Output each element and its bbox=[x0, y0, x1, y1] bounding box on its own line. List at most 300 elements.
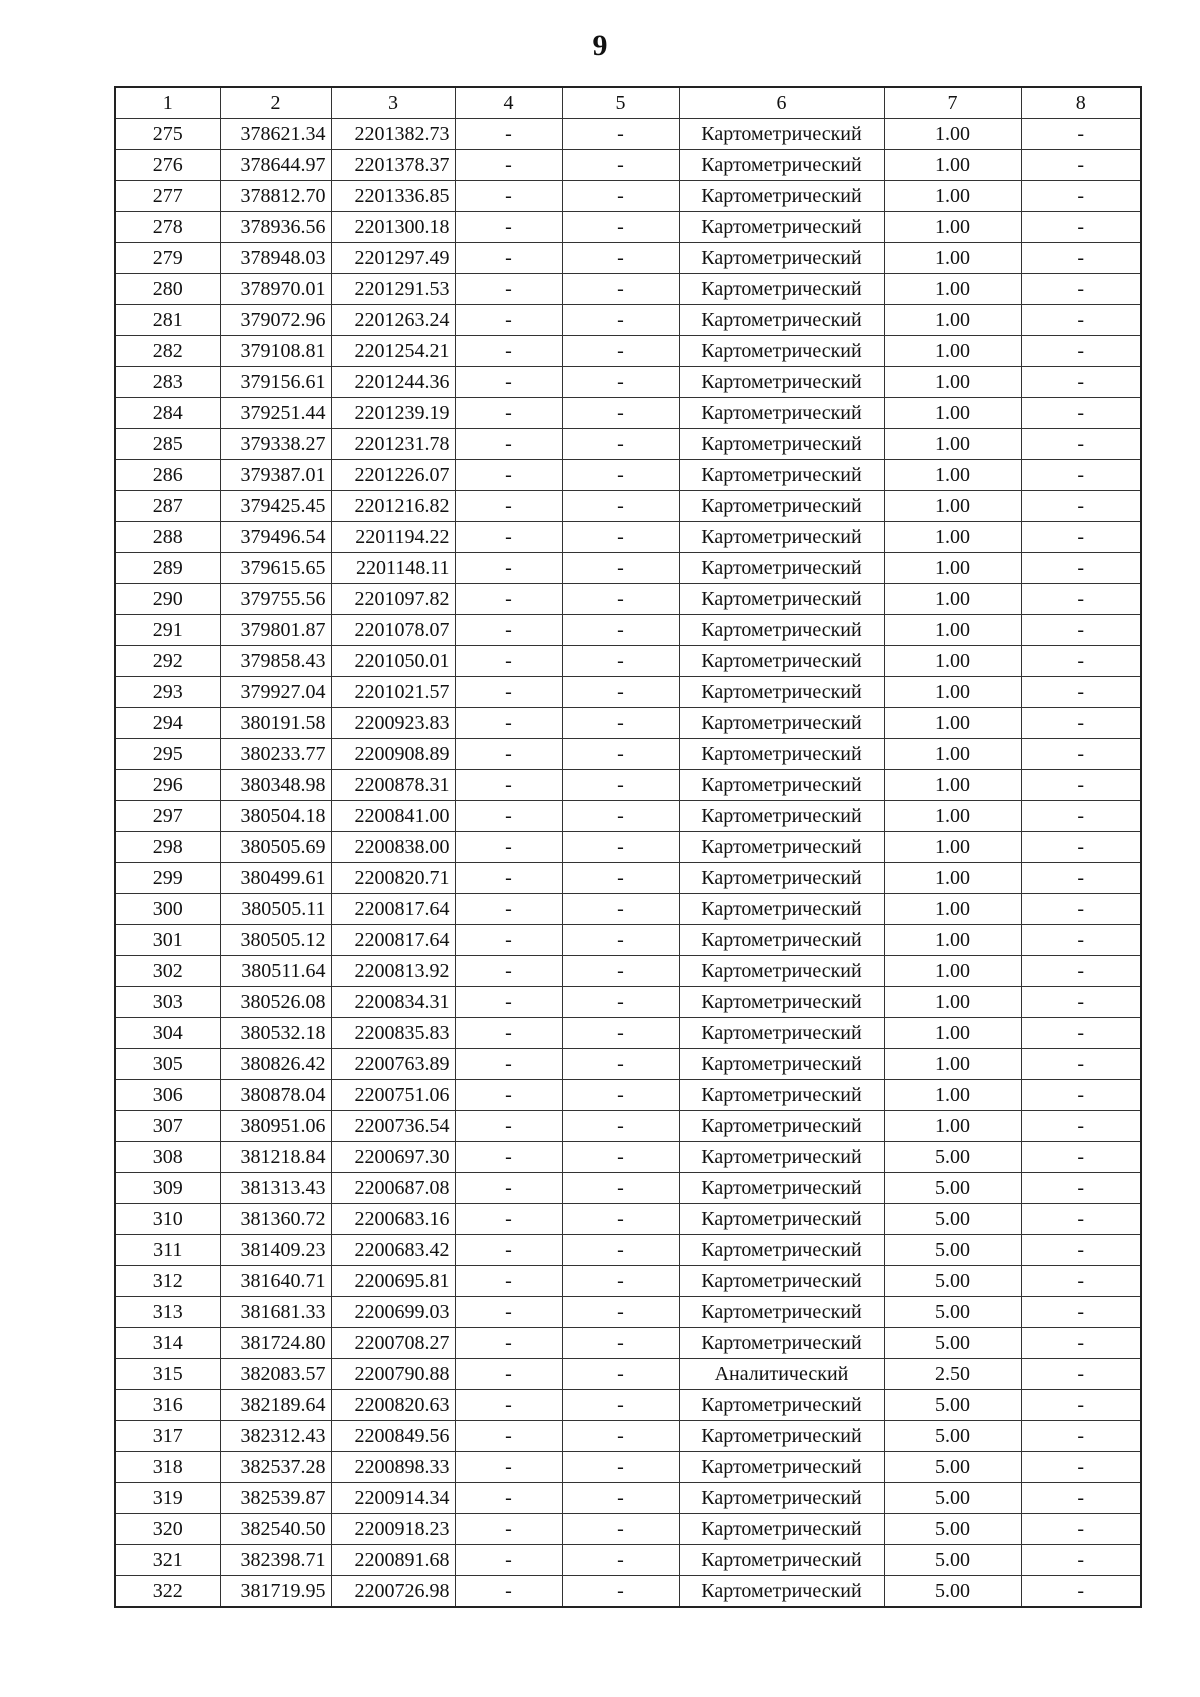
cell-point-number: 285 bbox=[115, 429, 220, 460]
cell-y-coordinate: 2200835.83 bbox=[331, 1018, 455, 1049]
table-row bbox=[115, 739, 1141, 770]
cell-accuracy: 1.00 bbox=[884, 584, 1021, 615]
cell-x-coordinate: 379338.27 bbox=[220, 429, 331, 460]
cell-accuracy: 1.00 bbox=[884, 398, 1021, 429]
cell-col-5: - bbox=[562, 1204, 679, 1235]
cell-col-8: - bbox=[1021, 553, 1141, 584]
cell-accuracy: 1.00 bbox=[884, 615, 1021, 646]
cell-accuracy: 1.00 bbox=[884, 770, 1021, 801]
cell-col-4: - bbox=[455, 615, 562, 646]
cell-method: Картометрический bbox=[679, 1328, 884, 1359]
cell-point-number: 320 bbox=[115, 1514, 220, 1545]
cell-method: Картометрический bbox=[679, 553, 884, 584]
cell-col-8: - bbox=[1021, 367, 1141, 398]
cell-method: Картометрический bbox=[679, 1204, 884, 1235]
cell-method: Картометрический bbox=[679, 274, 884, 305]
page-number: 9 bbox=[592, 29, 608, 62]
table-row bbox=[115, 1235, 1141, 1266]
cell-method: Картометрический bbox=[679, 708, 884, 739]
cell-col-8: - bbox=[1021, 925, 1141, 956]
table-row bbox=[115, 1142, 1141, 1173]
cell-col-8: - bbox=[1021, 832, 1141, 863]
cell-y-coordinate: 2200736.54 bbox=[331, 1111, 455, 1142]
cell-y-coordinate: 2200834.31 bbox=[331, 987, 455, 1018]
cell-accuracy: 5.00 bbox=[884, 1204, 1021, 1235]
cell-col-5: - bbox=[562, 1111, 679, 1142]
cell-method: Картометрический bbox=[679, 1266, 884, 1297]
cell-accuracy: 5.00 bbox=[884, 1576, 1021, 1608]
cell-col-5: - bbox=[562, 1359, 679, 1390]
cell-accuracy: 2.50 bbox=[884, 1359, 1021, 1390]
table-row bbox=[115, 615, 1141, 646]
cell-x-coordinate: 379801.87 bbox=[220, 615, 331, 646]
cell-method: Картометрический bbox=[679, 181, 884, 212]
cell-accuracy: 1.00 bbox=[884, 863, 1021, 894]
cell-col-4: - bbox=[455, 739, 562, 770]
table-row bbox=[115, 1111, 1141, 1142]
cell-y-coordinate: 2200708.27 bbox=[331, 1328, 455, 1359]
cell-x-coordinate: 379425.45 bbox=[220, 491, 331, 522]
cell-col-4: - bbox=[455, 398, 562, 429]
table-row bbox=[115, 522, 1141, 553]
cell-accuracy: 5.00 bbox=[884, 1545, 1021, 1576]
cell-accuracy: 1.00 bbox=[884, 1080, 1021, 1111]
cell-method: Картометрический bbox=[679, 615, 884, 646]
cell-col-8: - bbox=[1021, 398, 1141, 429]
cell-point-number: 287 bbox=[115, 491, 220, 522]
cell-point-number: 314 bbox=[115, 1328, 220, 1359]
cell-y-coordinate: 2200820.71 bbox=[331, 863, 455, 894]
cell-col-5: - bbox=[562, 1266, 679, 1297]
cell-method: Картометрический bbox=[679, 398, 884, 429]
cell-col-8: - bbox=[1021, 1359, 1141, 1390]
cell-accuracy: 1.00 bbox=[884, 491, 1021, 522]
cell-y-coordinate: 2200751.06 bbox=[331, 1080, 455, 1111]
cell-point-number: 303 bbox=[115, 987, 220, 1018]
cell-col-5: - bbox=[562, 429, 679, 460]
cell-x-coordinate: 379755.56 bbox=[220, 584, 331, 615]
cell-method: Аналитический bbox=[679, 1359, 884, 1390]
cell-x-coordinate: 382540.50 bbox=[220, 1514, 331, 1545]
cell-point-number: 286 bbox=[115, 460, 220, 491]
cell-point-number: 322 bbox=[115, 1576, 220, 1608]
cell-point-number: 311 bbox=[115, 1235, 220, 1266]
cell-point-number: 276 bbox=[115, 150, 220, 181]
cell-col-5: - bbox=[562, 1390, 679, 1421]
cell-x-coordinate: 379108.81 bbox=[220, 336, 331, 367]
cell-col-8: - bbox=[1021, 1111, 1141, 1142]
cell-x-coordinate: 379387.01 bbox=[220, 460, 331, 491]
cell-y-coordinate: 2200763.89 bbox=[331, 1049, 455, 1080]
cell-method: Картометрический bbox=[679, 646, 884, 677]
cell-accuracy: 1.00 bbox=[884, 894, 1021, 925]
cell-accuracy: 1.00 bbox=[884, 212, 1021, 243]
cell-x-coordinate: 380499.61 bbox=[220, 863, 331, 894]
cell-col-4: - bbox=[455, 1018, 562, 1049]
cell-col-4: - bbox=[455, 925, 562, 956]
cell-y-coordinate: 2201097.82 bbox=[331, 584, 455, 615]
cell-col-5: - bbox=[562, 1049, 679, 1080]
table-row bbox=[115, 677, 1141, 708]
cell-col-5: - bbox=[562, 1328, 679, 1359]
cell-col-8: - bbox=[1021, 770, 1141, 801]
cell-col-5: - bbox=[562, 1483, 679, 1514]
table-row bbox=[115, 1080, 1141, 1111]
cell-y-coordinate: 2201382.73 bbox=[331, 119, 455, 150]
cell-method: Картометрический bbox=[679, 1576, 884, 1608]
cell-col-5: - bbox=[562, 1235, 679, 1266]
cell-x-coordinate: 381681.33 bbox=[220, 1297, 331, 1328]
cell-col-4: - bbox=[455, 1545, 562, 1576]
cell-col-5: - bbox=[562, 553, 679, 584]
cell-point-number: 316 bbox=[115, 1390, 220, 1421]
cell-y-coordinate: 2200878.31 bbox=[331, 770, 455, 801]
table-row bbox=[115, 181, 1141, 212]
cell-col-8: - bbox=[1021, 1452, 1141, 1483]
cell-y-coordinate: 2200817.64 bbox=[331, 925, 455, 956]
cell-col-4: - bbox=[455, 1049, 562, 1080]
cell-col-4: - bbox=[455, 336, 562, 367]
cell-col-5: - bbox=[562, 212, 679, 243]
cell-point-number: 302 bbox=[115, 956, 220, 987]
cell-x-coordinate: 378970.01 bbox=[220, 274, 331, 305]
table-row bbox=[115, 832, 1141, 863]
cell-col-4: - bbox=[455, 1297, 562, 1328]
cell-col-5: - bbox=[562, 894, 679, 925]
cell-col-8: - bbox=[1021, 1545, 1141, 1576]
cell-y-coordinate: 2200699.03 bbox=[331, 1297, 455, 1328]
table-row bbox=[115, 243, 1141, 274]
cell-col-8: - bbox=[1021, 1080, 1141, 1111]
cell-accuracy: 1.00 bbox=[884, 925, 1021, 956]
cell-col-4: - bbox=[455, 677, 562, 708]
cell-x-coordinate: 381719.95 bbox=[220, 1576, 331, 1608]
cell-col-5: - bbox=[562, 305, 679, 336]
cell-accuracy: 1.00 bbox=[884, 367, 1021, 398]
cell-col-4: - bbox=[455, 1390, 562, 1421]
table-row bbox=[115, 1452, 1141, 1483]
cell-col-8: - bbox=[1021, 150, 1141, 181]
cell-x-coordinate: 378936.56 bbox=[220, 212, 331, 243]
cell-x-coordinate: 379251.44 bbox=[220, 398, 331, 429]
cell-method: Картометрический bbox=[679, 832, 884, 863]
cell-y-coordinate: 2200687.08 bbox=[331, 1173, 455, 1204]
table-row bbox=[115, 398, 1141, 429]
cell-x-coordinate: 381640.71 bbox=[220, 1266, 331, 1297]
cell-point-number: 313 bbox=[115, 1297, 220, 1328]
cell-method: Картометрический bbox=[679, 1483, 884, 1514]
cell-col-4: - bbox=[455, 956, 562, 987]
cell-x-coordinate: 382537.28 bbox=[220, 1452, 331, 1483]
cell-col-8: - bbox=[1021, 243, 1141, 274]
cell-method: Картометрический bbox=[679, 584, 884, 615]
table-row bbox=[115, 1204, 1141, 1235]
column-header-8: 8 bbox=[1021, 87, 1141, 119]
cell-col-5: - bbox=[562, 336, 679, 367]
cell-method: Картометрический bbox=[679, 801, 884, 832]
cell-x-coordinate: 379072.96 bbox=[220, 305, 331, 336]
cell-col-4: - bbox=[455, 460, 562, 491]
table-row bbox=[115, 863, 1141, 894]
cell-col-4: - bbox=[455, 863, 562, 894]
cell-col-5: - bbox=[562, 274, 679, 305]
cell-x-coordinate: 381409.23 bbox=[220, 1235, 331, 1266]
cell-y-coordinate: 2200817.64 bbox=[331, 894, 455, 925]
cell-y-coordinate: 2200849.56 bbox=[331, 1421, 455, 1452]
cell-y-coordinate: 2200683.42 bbox=[331, 1235, 455, 1266]
cell-method: Картометрический bbox=[679, 1111, 884, 1142]
cell-y-coordinate: 2201021.57 bbox=[331, 677, 455, 708]
cell-accuracy: 1.00 bbox=[884, 708, 1021, 739]
cell-col-4: - bbox=[455, 1080, 562, 1111]
cell-y-coordinate: 2201194.22 bbox=[331, 522, 455, 553]
cell-col-5: - bbox=[562, 832, 679, 863]
table-row bbox=[115, 460, 1141, 491]
cell-point-number: 281 bbox=[115, 305, 220, 336]
cell-col-8: - bbox=[1021, 584, 1141, 615]
table-row bbox=[115, 1359, 1141, 1390]
cell-col-8: - bbox=[1021, 305, 1141, 336]
cell-col-5: - bbox=[562, 615, 679, 646]
table-row bbox=[115, 1421, 1141, 1452]
cell-method: Картометрический bbox=[679, 1297, 884, 1328]
table-row bbox=[115, 553, 1141, 584]
table-row bbox=[115, 925, 1141, 956]
cell-col-8: - bbox=[1021, 181, 1141, 212]
cell-col-4: - bbox=[455, 1204, 562, 1235]
column-header-7: 7 bbox=[884, 87, 1021, 119]
cell-point-number: 296 bbox=[115, 770, 220, 801]
cell-method: Картометрический bbox=[679, 770, 884, 801]
cell-col-4: - bbox=[455, 1359, 562, 1390]
cell-col-4: - bbox=[455, 243, 562, 274]
table-row bbox=[115, 646, 1141, 677]
cell-x-coordinate: 380526.08 bbox=[220, 987, 331, 1018]
cell-point-number: 282 bbox=[115, 336, 220, 367]
cell-col-5: - bbox=[562, 398, 679, 429]
cell-accuracy: 1.00 bbox=[884, 429, 1021, 460]
cell-col-5: - bbox=[562, 1297, 679, 1328]
cell-col-8: - bbox=[1021, 987, 1141, 1018]
cell-x-coordinate: 380532.18 bbox=[220, 1018, 331, 1049]
cell-col-8: - bbox=[1021, 1018, 1141, 1049]
cell-col-4: - bbox=[455, 274, 562, 305]
cell-method: Картометрический bbox=[679, 243, 884, 274]
cell-y-coordinate: 2200914.34 bbox=[331, 1483, 455, 1514]
cell-col-4: - bbox=[455, 181, 562, 212]
cell-y-coordinate: 2200813.92 bbox=[331, 956, 455, 987]
cell-x-coordinate: 379496.54 bbox=[220, 522, 331, 553]
cell-col-8: - bbox=[1021, 429, 1141, 460]
cell-col-8: - bbox=[1021, 1328, 1141, 1359]
column-header-2: 2 bbox=[220, 87, 331, 119]
cell-col-5: - bbox=[562, 1142, 679, 1173]
cell-col-5: - bbox=[562, 739, 679, 770]
cell-col-8: - bbox=[1021, 1235, 1141, 1266]
cell-col-5: - bbox=[562, 584, 679, 615]
cell-point-number: 290 bbox=[115, 584, 220, 615]
cell-col-4: - bbox=[455, 1173, 562, 1204]
cell-accuracy: 1.00 bbox=[884, 553, 1021, 584]
cell-point-number: 283 bbox=[115, 367, 220, 398]
cell-col-8: - bbox=[1021, 1483, 1141, 1514]
cell-point-number: 284 bbox=[115, 398, 220, 429]
cell-accuracy: 5.00 bbox=[884, 1514, 1021, 1545]
cell-col-5: - bbox=[562, 956, 679, 987]
cell-col-4: - bbox=[455, 1328, 562, 1359]
cell-x-coordinate: 382539.87 bbox=[220, 1483, 331, 1514]
cell-method: Картометрический bbox=[679, 1514, 884, 1545]
cell-point-number: 304 bbox=[115, 1018, 220, 1049]
cell-x-coordinate: 381360.72 bbox=[220, 1204, 331, 1235]
cell-x-coordinate: 380233.77 bbox=[220, 739, 331, 770]
cell-accuracy: 1.00 bbox=[884, 801, 1021, 832]
cell-col-8: - bbox=[1021, 708, 1141, 739]
table-header bbox=[115, 87, 1141, 119]
cell-col-8: - bbox=[1021, 646, 1141, 677]
cell-col-4: - bbox=[455, 1142, 562, 1173]
cell-x-coordinate: 380951.06 bbox=[220, 1111, 331, 1142]
cell-x-coordinate: 379858.43 bbox=[220, 646, 331, 677]
cell-col-5: - bbox=[562, 367, 679, 398]
header-row bbox=[115, 87, 1141, 119]
cell-col-8: - bbox=[1021, 1421, 1141, 1452]
cell-method: Картометрический bbox=[679, 1142, 884, 1173]
cell-accuracy: 1.00 bbox=[884, 305, 1021, 336]
column-header-6: 6 bbox=[679, 87, 884, 119]
cell-col-4: - bbox=[455, 1576, 562, 1608]
cell-point-number: 321 bbox=[115, 1545, 220, 1576]
cell-x-coordinate: 380348.98 bbox=[220, 770, 331, 801]
table-row bbox=[115, 1049, 1141, 1080]
cell-method: Картометрический bbox=[679, 956, 884, 987]
cell-point-number: 307 bbox=[115, 1111, 220, 1142]
cell-col-4: - bbox=[455, 212, 562, 243]
cell-col-8: - bbox=[1021, 894, 1141, 925]
cell-point-number: 291 bbox=[115, 615, 220, 646]
cell-accuracy: 1.00 bbox=[884, 1111, 1021, 1142]
cell-col-4: - bbox=[455, 801, 562, 832]
cell-col-8: - bbox=[1021, 336, 1141, 367]
cell-col-4: - bbox=[455, 119, 562, 150]
table-row bbox=[115, 119, 1141, 150]
cell-x-coordinate: 380505.12 bbox=[220, 925, 331, 956]
cell-point-number: 277 bbox=[115, 181, 220, 212]
cell-accuracy: 1.00 bbox=[884, 336, 1021, 367]
cell-point-number: 308 bbox=[115, 1142, 220, 1173]
cell-col-8: - bbox=[1021, 739, 1141, 770]
cell-point-number: 275 bbox=[115, 119, 220, 150]
cell-y-coordinate: 2200918.23 bbox=[331, 1514, 455, 1545]
cell-accuracy: 5.00 bbox=[884, 1483, 1021, 1514]
cell-point-number: 298 bbox=[115, 832, 220, 863]
cell-point-number: 305 bbox=[115, 1049, 220, 1080]
cell-accuracy: 5.00 bbox=[884, 1173, 1021, 1204]
cell-point-number: 301 bbox=[115, 925, 220, 956]
table-row bbox=[115, 1173, 1141, 1204]
cell-col-8: - bbox=[1021, 460, 1141, 491]
cell-method: Картометрический bbox=[679, 119, 884, 150]
cell-method: Картометрический bbox=[679, 460, 884, 491]
cell-y-coordinate: 2201297.49 bbox=[331, 243, 455, 274]
cell-col-8: - bbox=[1021, 1390, 1141, 1421]
cell-method: Картометрический bbox=[679, 212, 884, 243]
cell-col-5: - bbox=[562, 1018, 679, 1049]
cell-point-number: 293 bbox=[115, 677, 220, 708]
cell-y-coordinate: 2201231.78 bbox=[331, 429, 455, 460]
cell-method: Картометрический bbox=[679, 336, 884, 367]
cell-accuracy: 1.00 bbox=[884, 243, 1021, 274]
cell-x-coordinate: 378621.34 bbox=[220, 119, 331, 150]
cell-col-5: - bbox=[562, 1421, 679, 1452]
table-row bbox=[115, 987, 1141, 1018]
cell-accuracy: 1.00 bbox=[884, 150, 1021, 181]
cell-method: Картометрический bbox=[679, 894, 884, 925]
cell-point-number: 288 bbox=[115, 522, 220, 553]
cell-col-5: - bbox=[562, 150, 679, 181]
table-row bbox=[115, 1390, 1141, 1421]
cell-col-5: - bbox=[562, 491, 679, 522]
cell-y-coordinate: 2201300.18 bbox=[331, 212, 455, 243]
cell-point-number: 310 bbox=[115, 1204, 220, 1235]
cell-col-8: - bbox=[1021, 1297, 1141, 1328]
cell-method: Картометрический bbox=[679, 987, 884, 1018]
table-row bbox=[115, 770, 1141, 801]
cell-col-4: - bbox=[455, 1235, 562, 1266]
cell-col-8: - bbox=[1021, 1514, 1141, 1545]
cell-col-8: - bbox=[1021, 1142, 1141, 1173]
cell-x-coordinate: 379615.65 bbox=[220, 553, 331, 584]
cell-method: Картометрический bbox=[679, 677, 884, 708]
cell-method: Картометрический bbox=[679, 863, 884, 894]
cell-col-4: - bbox=[455, 1452, 562, 1483]
cell-y-coordinate: 2201078.07 bbox=[331, 615, 455, 646]
cell-point-number: 280 bbox=[115, 274, 220, 305]
coordinates-table bbox=[114, 86, 1142, 1608]
cell-accuracy: 1.00 bbox=[884, 832, 1021, 863]
cell-y-coordinate: 2200898.33 bbox=[331, 1452, 455, 1483]
cell-col-8: - bbox=[1021, 274, 1141, 305]
cell-col-5: - bbox=[562, 770, 679, 801]
table-row bbox=[115, 274, 1141, 305]
cell-col-4: - bbox=[455, 491, 562, 522]
cell-y-coordinate: 2201148.11 bbox=[331, 553, 455, 584]
cell-col-8: - bbox=[1021, 615, 1141, 646]
cell-y-coordinate: 2200838.00 bbox=[331, 832, 455, 863]
cell-col-8: - bbox=[1021, 863, 1141, 894]
cell-col-5: - bbox=[562, 801, 679, 832]
cell-col-8: - bbox=[1021, 677, 1141, 708]
cell-y-coordinate: 2200820.63 bbox=[331, 1390, 455, 1421]
cell-col-4: - bbox=[455, 367, 562, 398]
cell-col-5: - bbox=[562, 1514, 679, 1545]
cell-x-coordinate: 380826.42 bbox=[220, 1049, 331, 1080]
column-header-1: 1 bbox=[115, 87, 220, 119]
cell-x-coordinate: 378948.03 bbox=[220, 243, 331, 274]
cell-col-5: - bbox=[562, 1452, 679, 1483]
cell-col-4: - bbox=[455, 708, 562, 739]
cell-point-number: 312 bbox=[115, 1266, 220, 1297]
cell-col-8: - bbox=[1021, 1576, 1141, 1608]
cell-x-coordinate: 380505.11 bbox=[220, 894, 331, 925]
cell-x-coordinate: 382312.43 bbox=[220, 1421, 331, 1452]
cell-accuracy: 5.00 bbox=[884, 1452, 1021, 1483]
cell-col-5: - bbox=[562, 1576, 679, 1608]
cell-col-4: - bbox=[455, 150, 562, 181]
table-row bbox=[115, 801, 1141, 832]
cell-y-coordinate: 2201336.85 bbox=[331, 181, 455, 212]
cell-col-4: - bbox=[455, 584, 562, 615]
